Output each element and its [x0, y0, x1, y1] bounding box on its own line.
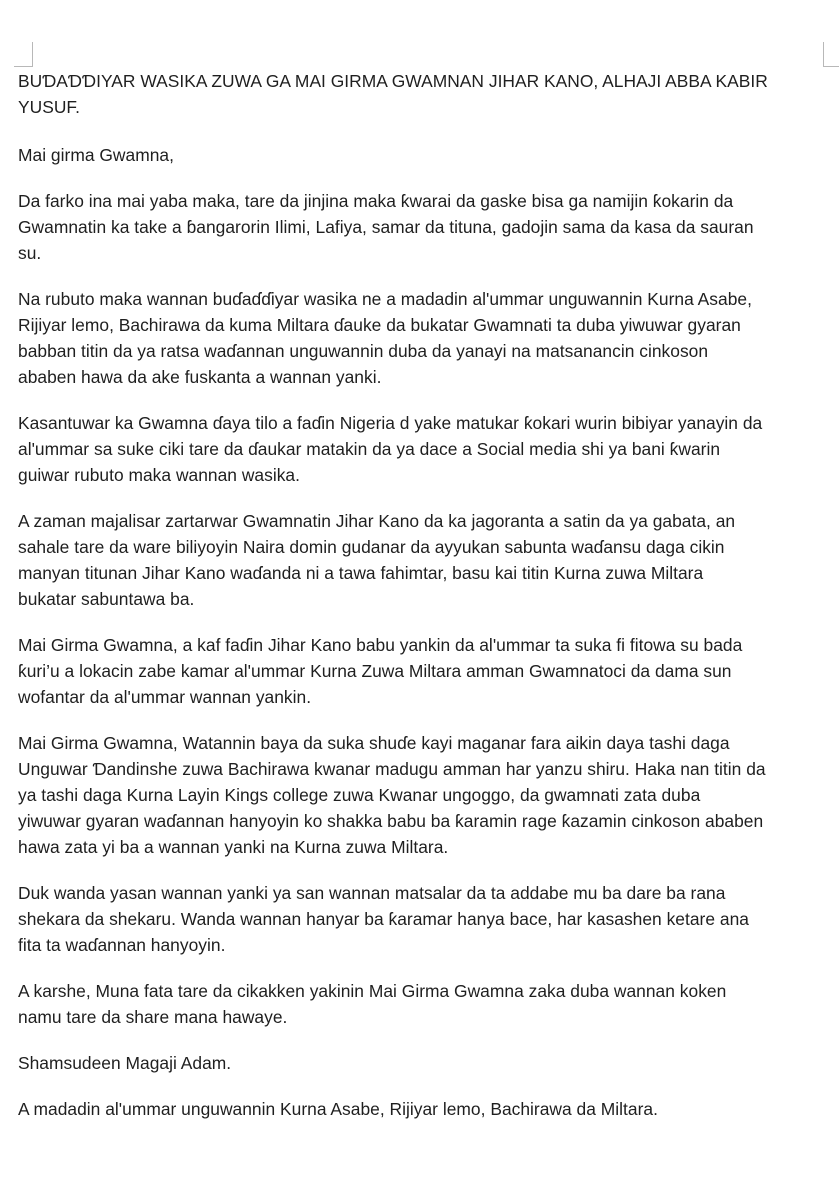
letter-paragraph-6: Mai Girma Gwamna, Watannin baya da suka shuɗe kayi maganar fara aikin daya tashi daga Unguwar Ɗandinshe zuwa Bachirawa kwanar madugu amman har yanzu shiru. Haka nan titin da ya tashi daga Kurna Layin Kings college zuwa Kwanar ungoggo, da gwamnati zata duba yiwuwar gyaran waɗannan hanyoyin ko shakka babu ba ƙaramin rage ƙazamin cinkoson ababen hawa zata yi ba a wannan yanki na Kurna zuwa Miltara. — [18, 733, 766, 857]
letter-paragraph-2: Na rubuto maka wannan buɗaɗɗiyar wasika ne a madadin al'ummar unguwannin Kurna Asabe, Rijiyar lemo, Bachirawa da kuma Miltara ɗauke da bukatar Gwamnati ta duba yiwuwar gyaran babban titin da ya ratsa waɗannan unguwannin duba da yanayi na matsanancin cinkoson ababen hawa da ake fuskanta a wannan yanki. — [18, 289, 752, 387]
letter-paragraph-4: A zaman majalisar zartarwar Gwamnatin Jihar Kano da ka jagoranta a satin da ya gabata, an sahale tare da ware biliyoyin Naira domin gudanar da ayyukan sabunta waɗansu daga cikin manyan titunan Jihar Kano waɗanda ni a tawa fahimtar, basu kai titin Kurna zuwa Miltara bukatar sabuntawa ba. — [18, 511, 736, 609]
letter-paragraph-5: Mai Girma Gwamna, a kaf faɗin Jihar Kano babu yankin da al'ummar ta suka fi fitowa su bada ƙuri’u a lokacin zabe kamar al'ummar Kurna Zuwa Miltara amman Gwamnatoci da dama sun wofantar da al'ummar wannan yankin. — [18, 635, 743, 707]
letter-paragraph-3: Kasantuwar ka Gwamna ɗaya tilo a faɗin Nigeria d yake matukar ƙokari wurin bibiyar yanayin da al'ummar sa suke ciki tare da ɗaukar matakin da ya dace a Social media shi ya bani ƙwarin guiwar rubuto maka wannan wasika. — [18, 413, 763, 485]
letter-heading: BUƊAƊƊIYAR WASIKA ZUWA GA MAI GIRMA GWAMNAN JIHAR KANO, ALHAJI ABBA KABIR YUSUF. — [18, 71, 768, 117]
letter-paragraph-8: A karshe, Muna fata tare da cikakken yakinin Mai Girma Gwamna zaka duba wannan koken namu tare da share mana hawaye. — [18, 981, 727, 1027]
letter-signature: Shamsudeen Magaji Adam. — [18, 1053, 232, 1073]
letter-body — [18, 68, 836, 1142]
letter-paragraph-1: Da farko ina mai yaba maka, tare da jinjina maka ƙwarai da gaske bisa ga namijin ƙokarin da Gwamnatin ka take a ɓangarorin Ilimi, Lafiya, samar da tituna, gadojin sama da kasa da sauran su. — [18, 191, 754, 263]
letter-paragraph-7: Duk wanda yasan wannan yanki ya san wannan matsalar da ta addabe mu ba dare ba rana shekara da shekaru. Wanda wannan hanyar ba ƙaramar hanya bace, har kasashen ketare ana fita ta waɗannan hanyoyin. — [18, 883, 749, 955]
margin-corner-mark-left — [14, 42, 33, 67]
margin-corner-mark-right — [823, 42, 839, 67]
letter-closing-line: A madadin al'ummar unguwannin Kurna Asabe, Rijiyar lemo, Bachirawa da Miltara. — [18, 1099, 658, 1119]
letter-salutation: Mai girma Gwamna, — [18, 145, 174, 165]
